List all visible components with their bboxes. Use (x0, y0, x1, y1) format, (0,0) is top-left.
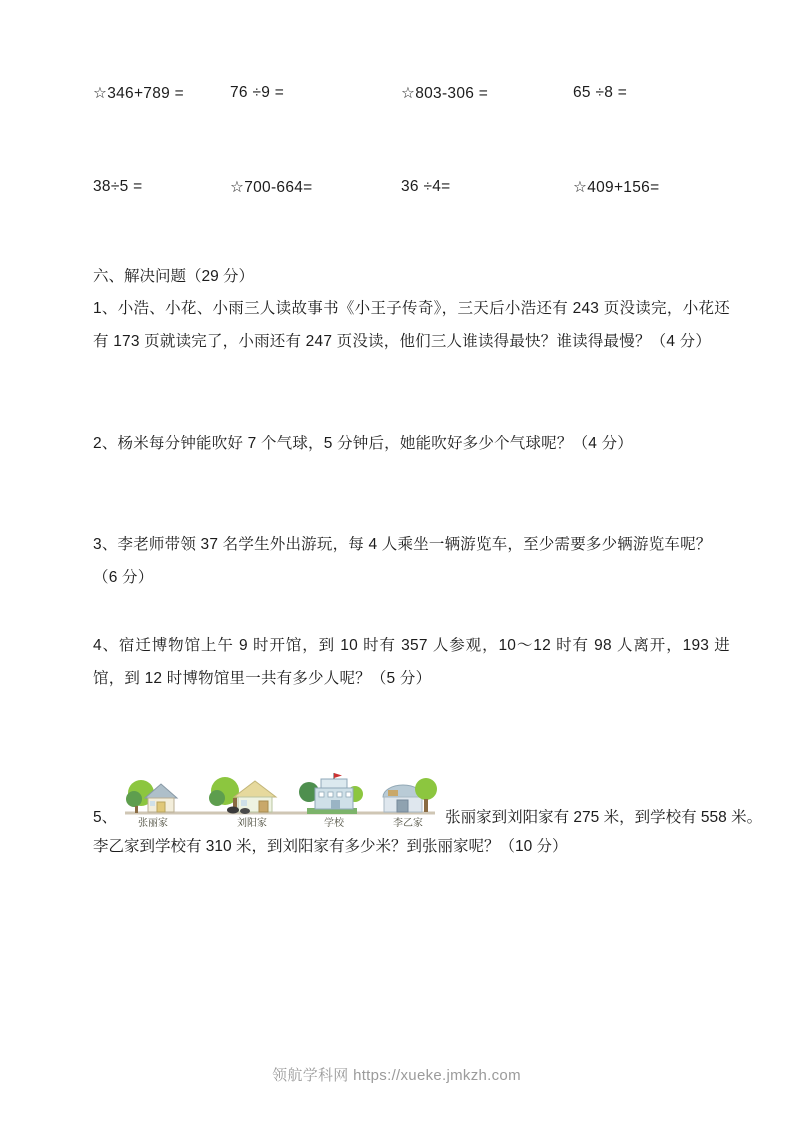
problem-5 (93, 772, 763, 861)
location-map-illustration (121, 772, 439, 829)
house-liyi-icon (383, 778, 437, 812)
map-label-zhangli: 张丽家 (138, 818, 169, 829)
calc-row-1 (93, 84, 730, 103)
footer-site-text: 领航学科网 https://xueke.jmkzh.com (272, 1067, 521, 1084)
problem-1: 1、小浩、小花、小雨三人读故事书《小王子传奇》，三天后小浩还有 243 页没读完，小花还有 173 页就读完了，小雨还有 247 页没读，他们三人谁读得最快？谁读得最慢？（4 分） (93, 300, 730, 350)
calc-item: ☆803-306 = (401, 85, 489, 102)
map-label-liyi: 李乙家 (393, 818, 424, 829)
calc-item: 65 ÷8 = (573, 84, 628, 101)
calc-item: ☆409+156= (573, 179, 660, 196)
problem-5-top-row (93, 772, 763, 829)
calc-row-2 (93, 178, 730, 197)
problem-5-number: 5、 (93, 809, 118, 826)
map-label-school: 学校 (324, 818, 345, 829)
section-title: 六、解决问题（29 分） (93, 268, 255, 285)
problem-5-line1: 张丽家到刘阳家有 275 米，到学校有 558 米。 (445, 809, 763, 826)
problem-5-line2: 李乙家到学校有 310 米，到刘阳家有多少米？到张丽家呢？（10 分） (93, 838, 568, 855)
house-liuyang-icon (209, 777, 276, 814)
calc-item: ☆700-664= (230, 179, 313, 196)
calc-item: ☆346+789 = (93, 85, 185, 102)
problem-4: 4、宿迁博物馆上午 9 时开馆，到 10 时有 357 人参观，10～12 时有 98 人离开，193 进馆，到 12 时博物馆里一共有多少人呢？（5 分） (93, 637, 730, 687)
house-zhangli-icon (126, 780, 177, 813)
problem-2: 2、杨米每分钟能吹好 7 个气球，5 分钟后，她能吹好多少个气球呢？（4 分） (93, 435, 634, 452)
calc-item: 76 ÷9 = (230, 84, 285, 101)
calc-item: 38÷5 = (93, 178, 143, 195)
school-icon (299, 773, 363, 814)
map-label-liuyang: 刘阳家 (237, 818, 268, 829)
problem-3: 3、李老师带领 37 名学生外出游玩，每 4 人乘坐一辆游览车，至少需要多少辆游览车呢？（6 分） (93, 536, 712, 586)
calc-item: 36 ÷4= (401, 178, 451, 195)
